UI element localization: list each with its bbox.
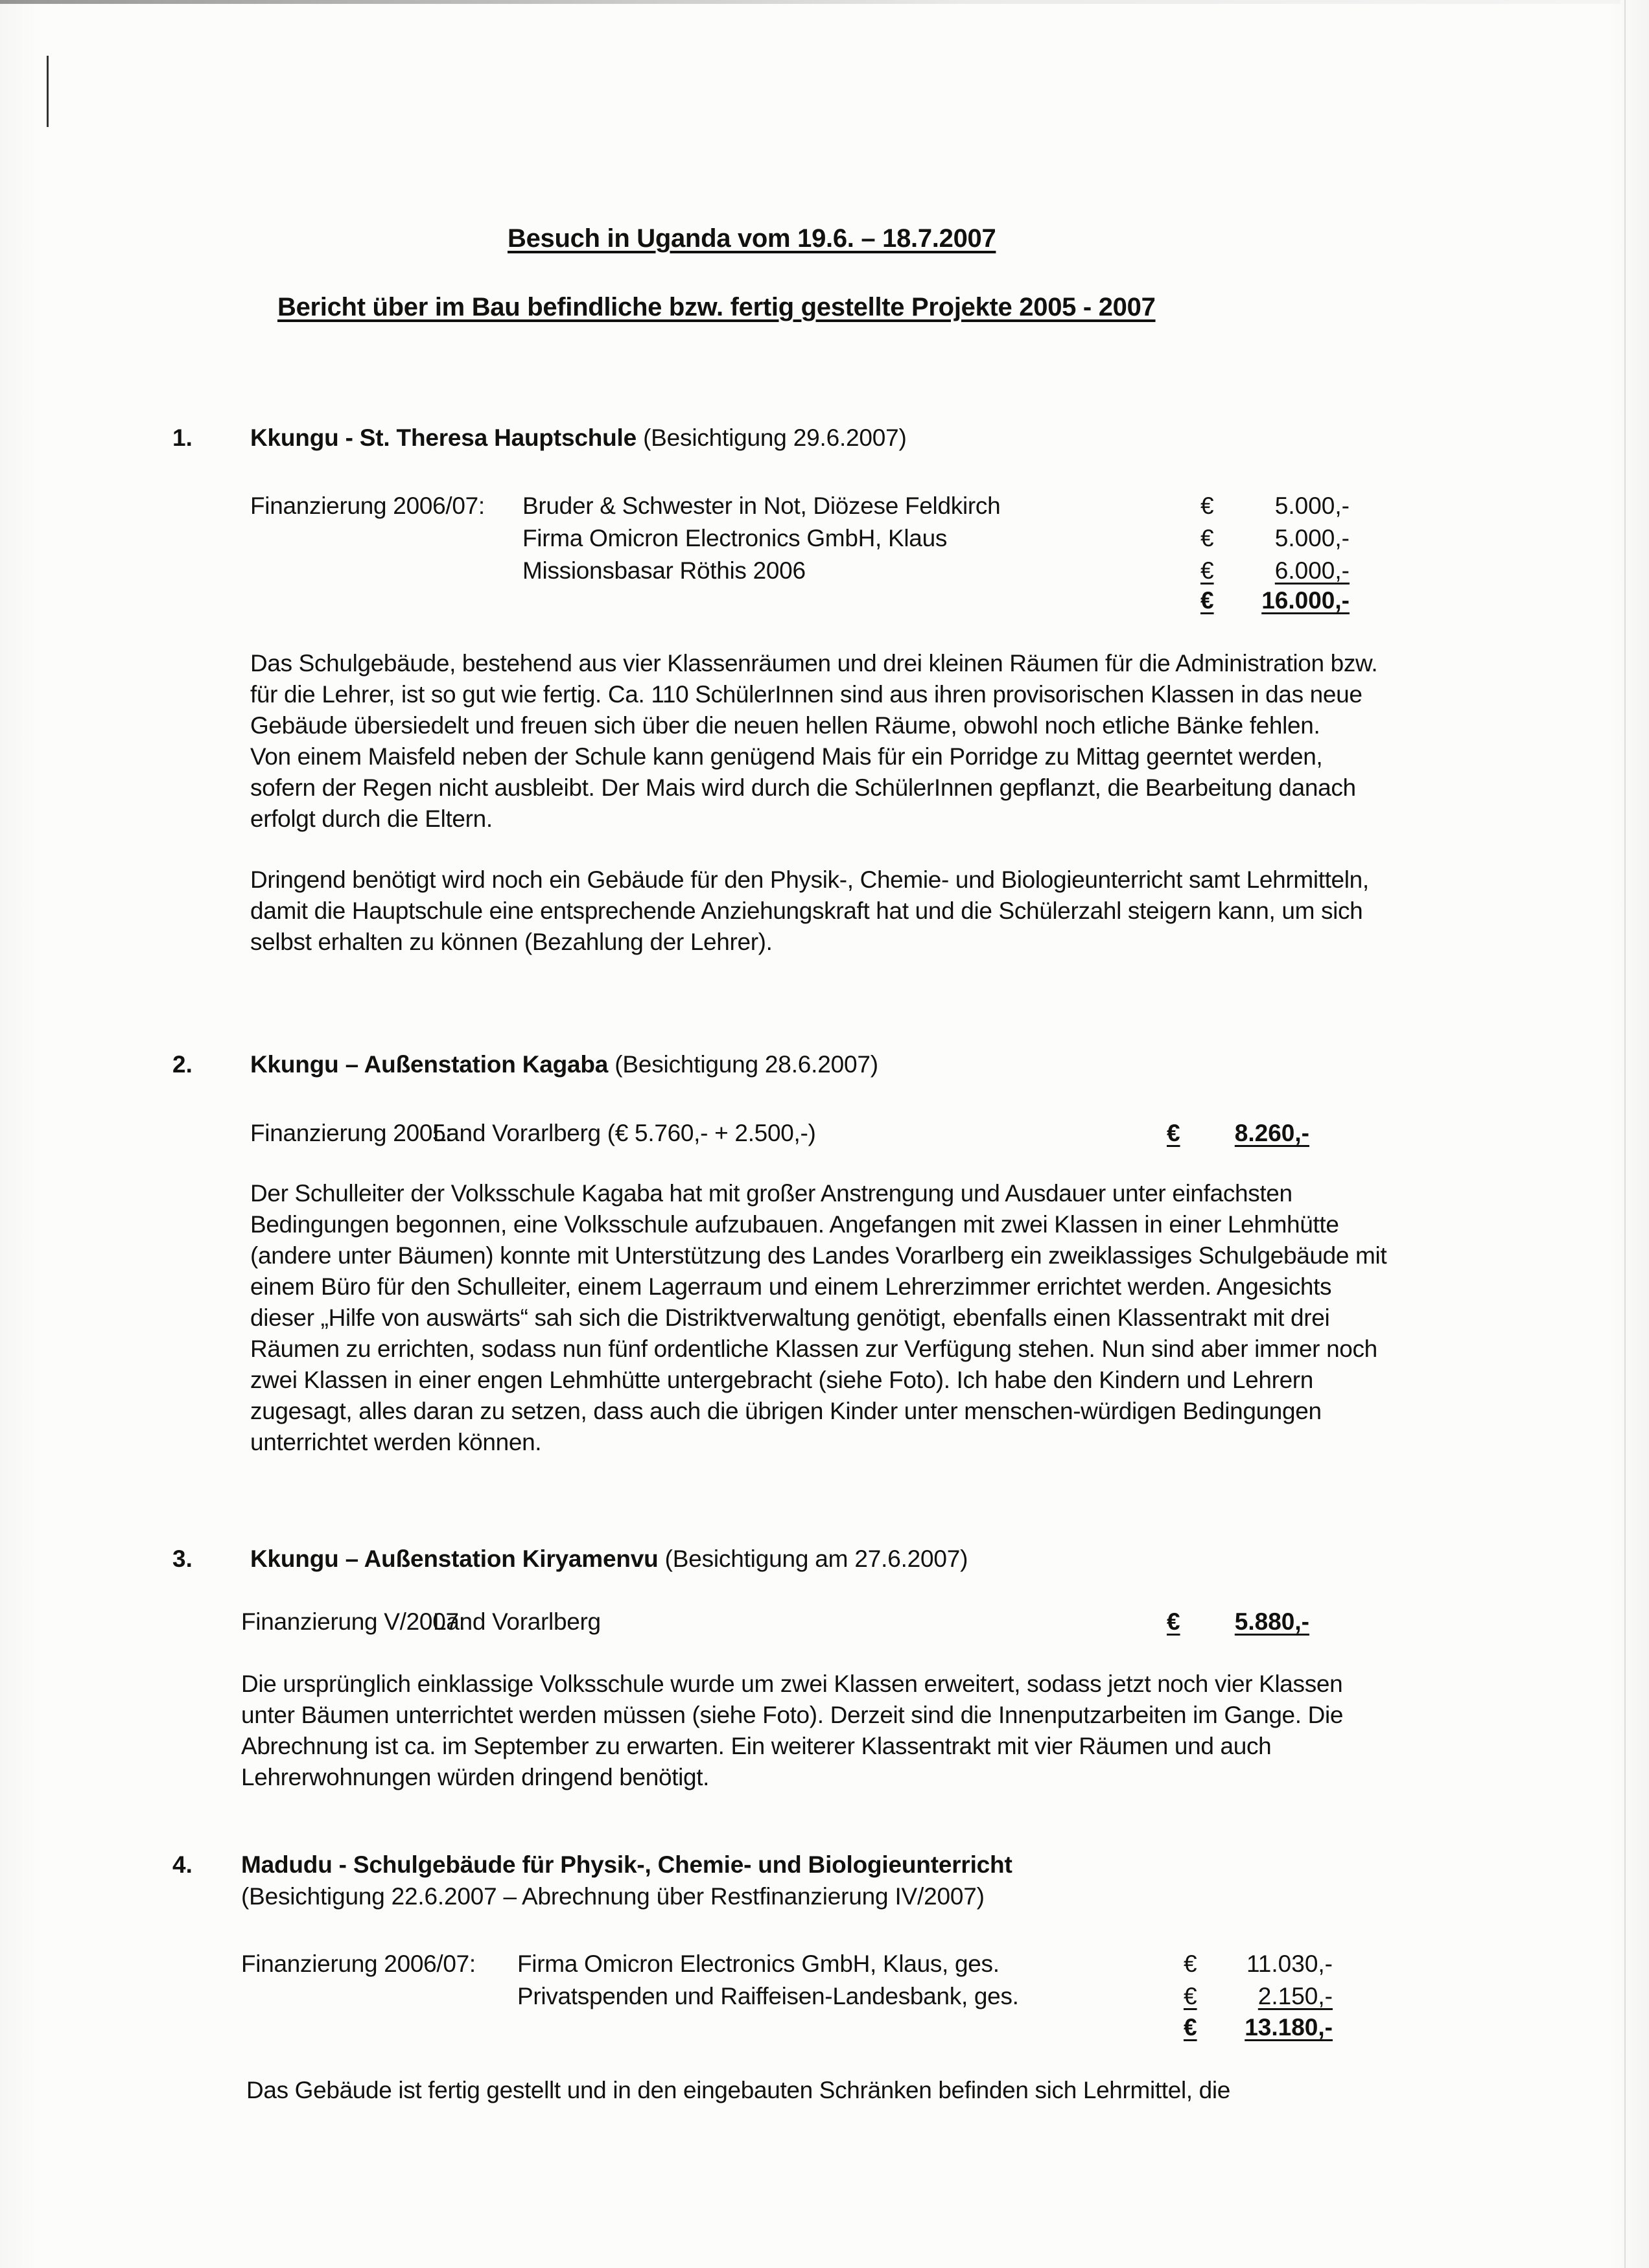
binder-mark xyxy=(47,56,49,127)
paragraph: Der Schulleiter der Volksschule Kagaba hat mit großer Anstrengung und Ausdauer unter einfachsten Bedingungen begonnen, eine Volksschule aufzubauen. Angefangen mit zwei Klassen in einer Lehmhütte (andere unter Bäumen) konnte mit Unterstützung des Landes Vorarlberg ein zweiklassiges Schulgebäude mit einem Büro für den Schulleiter, einem Lagerraum und einem Lehrerzimmer errichtet werden. Angesichts dieser „Hilfe von auswärts“ sah sich die Distriktverwaltung genötigt, ebenfalls einen Klassentrakt mit drei Räumen zu errichten, sodass nun fünf ordentliche Klassen zur Verfügung stehen. Nun sind aber immer noch zwei Klassen in einer engen Lehmhütte untergebracht (siehe Foto). Ich habe den Kindern und Lehrern zugesagt, alles daran zu setzen, dass auch die übrigen Kinder unter menschen-würdigen Bedingungen unterrichtet werden können. xyxy=(250,1180,1387,1455)
section-number: 4. xyxy=(172,1851,193,1878)
section-body xyxy=(250,1178,1391,1458)
financing-label: Finanzierung 2005: xyxy=(250,1120,452,1146)
section-body xyxy=(246,2075,1387,2106)
page-edge xyxy=(1624,0,1626,2268)
financing-source: Bruder & Schwester in Not, Diözese Feldkirch xyxy=(522,492,1001,519)
financing-source: Privatspenden und Raiffeisen-Landesbank, ges. xyxy=(517,1983,1019,2009)
financing-amount: € 2.150,- xyxy=(1184,1983,1333,2009)
paragraph: Das Gebäude ist fertig gestellt und in den eingebauten Schränken befinden sich Lehrmittel, die xyxy=(246,2077,1230,2103)
section-body xyxy=(250,648,1391,958)
section-number: 1. xyxy=(172,424,193,451)
section-heading-bold: Kkungu - St. Theresa Hauptschule xyxy=(250,424,637,451)
financing-total: € 16.000,- xyxy=(1200,587,1350,614)
financing-total: € 13.180,- xyxy=(1184,2014,1333,2041)
section-heading-bold: Kkungu – Außenstation Kagaba xyxy=(250,1051,609,1078)
paragraph: Dringend benötigt wird noch ein Gebäude für den Physik-, Chemie- und Biologieunterricht samt Lehrmitteln, damit die Hauptschule eine entsprechende Anziehungskraft hat und die Schülerzahl steigern kann, um sich selbst erhalten zu können (Bezahlung der Lehrer). xyxy=(250,866,1369,955)
financing-source: Land Vorarlberg (€ 5.760,- + 2.500,-) xyxy=(433,1120,816,1146)
financing-amount: € 6.000,- xyxy=(1200,557,1350,584)
document-title: Besuch in Uganda vom 19.6. – 18.7.2007 xyxy=(508,224,996,253)
financing-source: Firma Omicron Electronics GmbH, Klaus, ges. xyxy=(517,1950,1000,1977)
financing-total: € 5.880,- xyxy=(1167,1608,1309,1635)
financing-amount: € 5.000,- xyxy=(1200,492,1350,519)
paragraph: Von einem Maisfeld neben der Schule kann genügend Mais für ein Porridge zu Mittag geerntet werden, sofern der Regen nicht ausbleibt. Der Mais wird durch die SchülerInnen gepflanzt, die Bearbeitung danach erfolgt durch die Eltern. xyxy=(250,743,1356,832)
section-heading xyxy=(250,424,907,452)
financing-total: € 8.260,- xyxy=(1167,1120,1309,1146)
section-number: 2. xyxy=(172,1051,193,1078)
financing-label: Finanzierung V/2007: xyxy=(241,1608,465,1635)
financing-source: Missionsbasar Röthis 2006 xyxy=(522,557,806,584)
financing-source: Firma Omicron Electronics GmbH, Klaus xyxy=(522,525,948,551)
document-subtitle: Bericht über im Bau befindliche bzw. fertig gestellte Projekte 2005 - 2007 xyxy=(277,293,1156,321)
section-heading-date: (Besichtigung 29.6.2007) xyxy=(636,424,907,451)
section-heading-bold: Kkungu – Außenstation Kiryamenvu xyxy=(250,1545,659,1572)
scan-edge xyxy=(0,0,1620,4)
section-number: 3. xyxy=(172,1545,193,1572)
paragraph: Das Schulgebäude, bestehend aus vier Klassenräumen und drei kleinen Räumen für die Administration bzw. für die Lehrer, ist so gut wie fertig. Ca. 110 SchülerInnen sind aus ihren provisorischen Klassen in das neue Gebäude übersiedelt und freuen sich über die neuen hellen Räume, obwohl noch etliche Bänke fehlen. xyxy=(250,650,1378,739)
financing-label: Finanzierung 2006/07: xyxy=(250,492,485,519)
financing-label: Finanzierung 2006/07: xyxy=(241,1950,476,1977)
financing-source: Land Vorarlberg xyxy=(433,1608,601,1635)
section-heading xyxy=(250,1051,878,1078)
section-heading-bold: Madudu - Schulgebäude für Physik-, Chemie- und Biologieunterricht xyxy=(241,1851,1012,1878)
section-body xyxy=(241,1669,1382,1793)
section-heading-date: (Besichtigung am 27.6.2007) xyxy=(658,1545,968,1572)
section-heading-date: (Besichtigung 22.6.2007 – Abrechnung über Restfinanzierung IV/2007) xyxy=(241,1883,985,1910)
section-heading xyxy=(250,1545,968,1573)
section-heading xyxy=(241,1851,1012,1879)
financing-amount: € 5.000,- xyxy=(1200,525,1350,551)
paragraph: Die ursprünglich einklassige Volksschule wurde um zwei Klassen erweitert, sodass jetzt noch vier Klassen unter Bäumen unterrichtet werden müssen (siehe Foto). Derzeit sind die Innenputzarbeiten im Gange. Die Abrechnung ist ca. im September zu erwarten. Ein weiterer Klassentrakt mit vier Räumen und auch Lehrerwohnungen würden dringend benötigt. xyxy=(241,1671,1344,1790)
financing-amount: € 11.030,- xyxy=(1184,1950,1333,1977)
section-heading-date: (Besichtigung 28.6.2007) xyxy=(608,1051,878,1078)
